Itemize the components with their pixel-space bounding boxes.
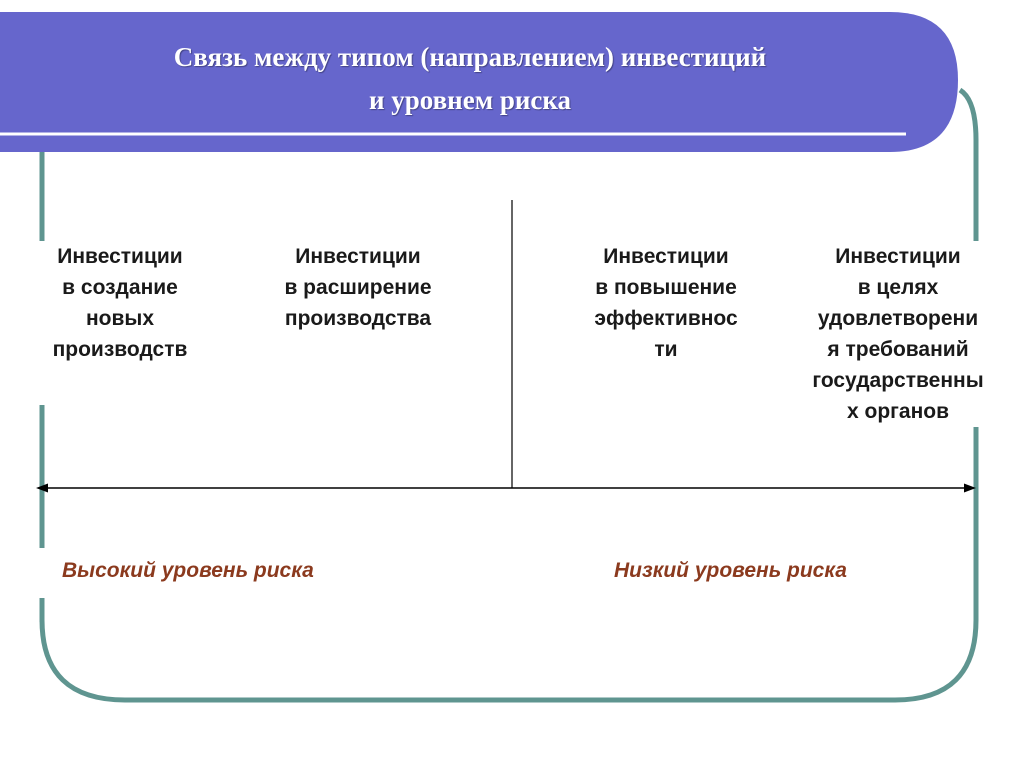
investment-type-line: эффективнос: [594, 307, 738, 330]
slide-title-line-1: Связь между типом (направлением) инвестиций: [173, 42, 767, 72]
slide-title: [20, 36, 920, 122]
low-risk-label: Низкий уровень риска: [614, 559, 847, 582]
investment-type-line: в расширение: [284, 276, 432, 299]
investment-type-efficiency: [570, 241, 762, 365]
investment-type-line: Инвестиции: [603, 245, 729, 268]
investment-type-expansion: [262, 241, 454, 334]
investment-type-line: удовлетворени: [817, 307, 979, 330]
investment-type-line: в повышение: [595, 276, 737, 299]
investment-type-line: в создание: [62, 276, 178, 299]
investment-type-line: я требований: [827, 338, 969, 361]
investment-type-line: государственны: [812, 369, 984, 392]
investment-type-line: Инвестиции: [295, 245, 421, 268]
investment-type-line: производства: [284, 307, 432, 330]
investment-type-line: производств: [52, 338, 188, 361]
investment-type-line: ти: [654, 338, 678, 361]
investment-type-line: Инвестиции: [57, 245, 183, 268]
investment-type-line: х органов: [846, 400, 950, 423]
investment-type-line: новых: [85, 307, 155, 330]
high-risk-label: Высокий уровень риска: [62, 559, 314, 582]
investment-type-new-production: [30, 241, 210, 365]
investment-type-government-requirements: [788, 241, 1008, 427]
investment-type-line: Инвестиции: [835, 245, 961, 268]
slide-title-line-2: и уровнем риска: [368, 85, 572, 115]
investment-type-line: в целях: [857, 276, 939, 299]
